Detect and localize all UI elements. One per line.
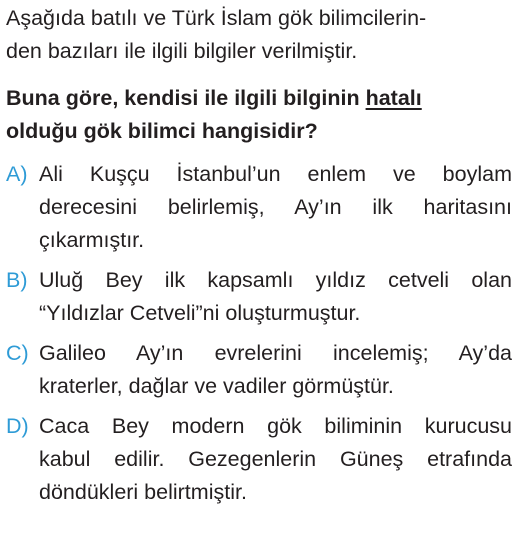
question-card: [6, 2, 512, 516]
intro-line-1: Aşağıda batılı ve Türk İslam gök bilimcilerin-: [6, 6, 427, 30]
option-b[interactable]: [6, 264, 512, 330]
option-letter: C): [6, 341, 29, 365]
option-d-line-3: döndükleri belirtmiştir.: [39, 480, 247, 504]
question-stem: [6, 82, 512, 148]
option-letter: D): [6, 414, 29, 438]
option-a-line-1: Ali Kuşçu İstanbul’un enlem ve boylam: [39, 162, 512, 186]
question-line-1: [6, 82, 512, 115]
option-letter: A): [6, 162, 28, 186]
question-line-1-text: Buna göre, kendisi ile ilgili bilginin: [6, 86, 366, 110]
emphasis-word: hatalı: [365, 86, 422, 110]
option-b-line-2: “Yıldızlar Cetveli”ni oluşturmuştur.: [39, 301, 361, 325]
option-d-line-2: kabul edilir. Gezegenlerin Güneş etrafında: [39, 447, 512, 471]
option-a-line-3: çıkarmıştır.: [39, 228, 145, 252]
question-line-2: olduğu gök bilimci hangisidir?: [6, 119, 318, 143]
option-a-line-2: derecesini belirlemiş, Ay’ın ilk haritasını: [39, 195, 512, 219]
option-c-line-1: Galileo Ay’ın evrelerini incelemiş; Ay’da: [39, 341, 512, 365]
option-letter: B): [6, 268, 28, 292]
option-d-line-1: Caca Bey modern gök biliminin kurucusu: [39, 414, 512, 438]
intro-line-2: den bazıları ile ilgili bilgiler verilmiştir.: [6, 39, 358, 63]
option-d[interactable]: [6, 410, 512, 509]
option-c[interactable]: [6, 337, 512, 403]
option-a[interactable]: [6, 158, 512, 257]
option-c-line-2: kraterler, dağlar ve vadiler görmüştür.: [39, 374, 394, 398]
intro-text: [6, 2, 512, 68]
option-b-line-1: Uluğ Bey ilk kapsamlı yıldız cetveli olan: [39, 268, 512, 292]
